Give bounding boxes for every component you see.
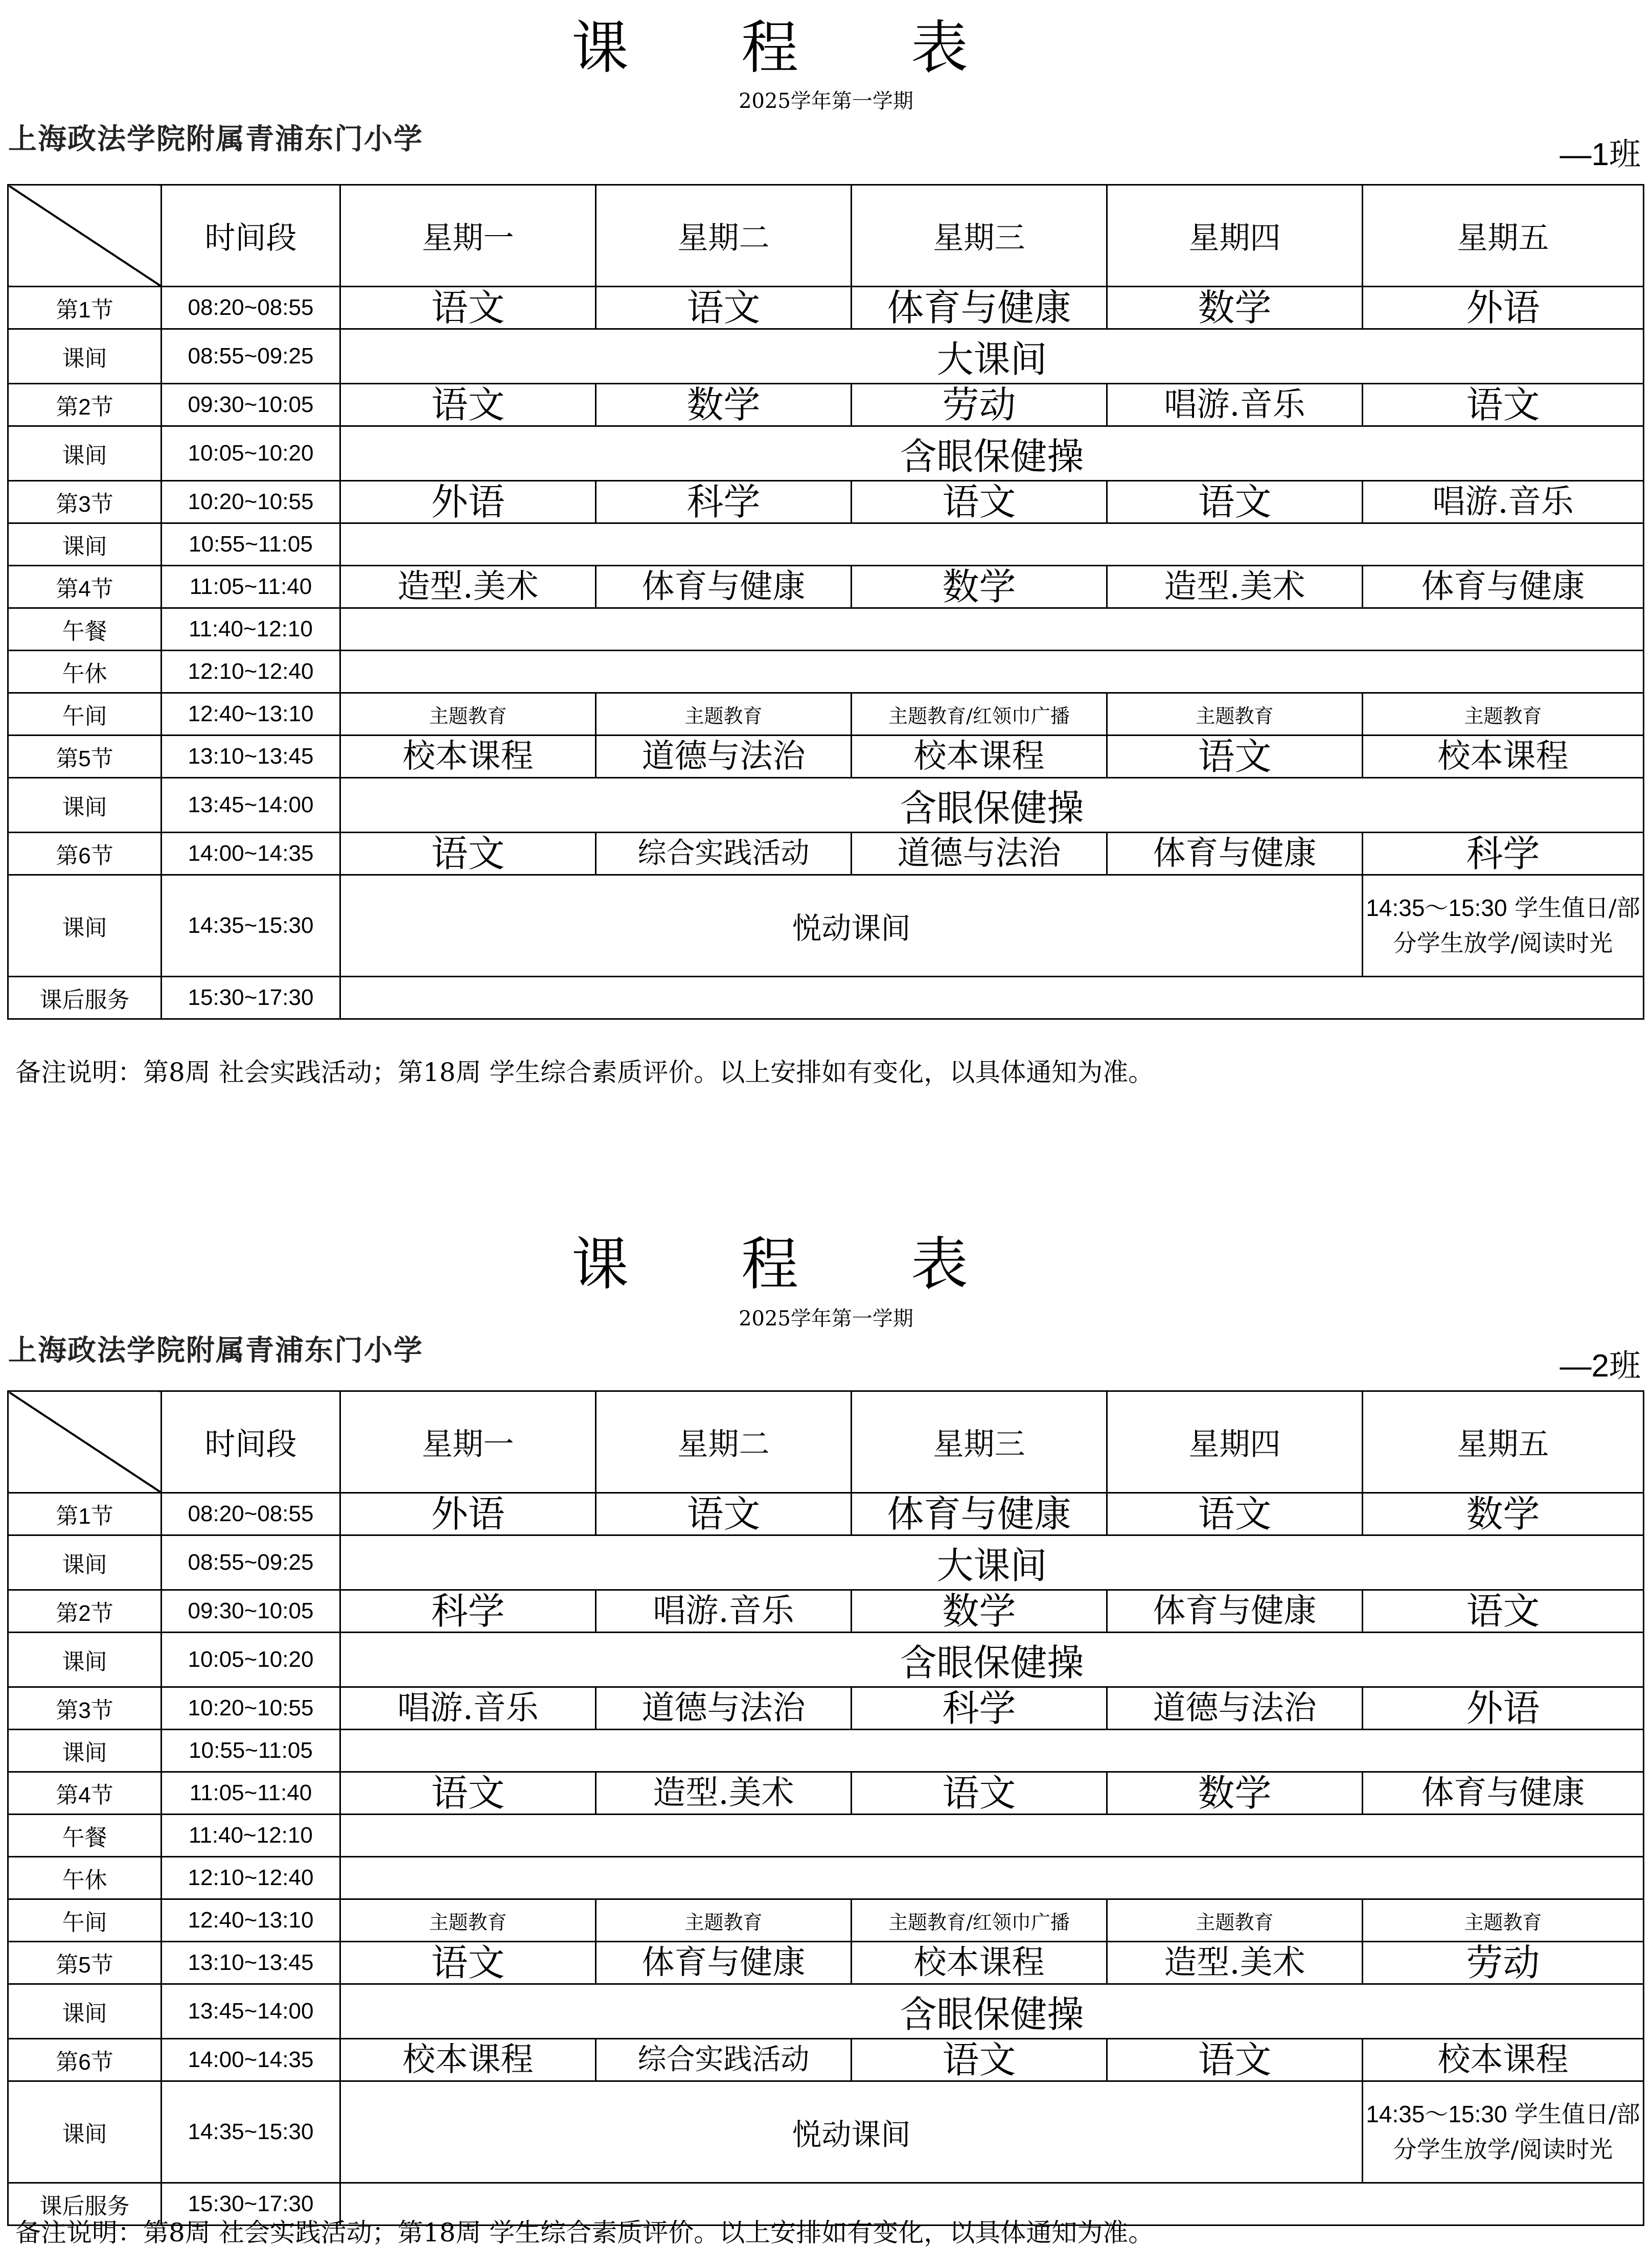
row-label: 第1节 bbox=[8, 1493, 162, 1535]
row-time: 11:40~12:10 bbox=[162, 608, 340, 651]
subject-cell: 语文 bbox=[852, 1772, 1107, 1815]
subject-cell: 外语 bbox=[1363, 287, 1644, 329]
empty-span-cell bbox=[340, 1815, 1644, 1857]
table-row-period-1 bbox=[8, 1493, 1644, 1535]
friday-note-text: 学生值日/部分学生放学/阅读时光 bbox=[1393, 894, 1640, 957]
table-row-break-1 bbox=[8, 329, 1644, 384]
row-time: 10:20~10:55 bbox=[162, 1687, 340, 1730]
friday-note-text: 学生值日/部分学生放学/阅读时光 bbox=[1393, 2100, 1640, 2163]
subject-cell: 道德与法治 bbox=[596, 736, 852, 778]
table-row-period-2 bbox=[8, 384, 1644, 426]
table-row-lunch bbox=[8, 1815, 1644, 1857]
theme-cell: 主题教育/红领巾广播 bbox=[852, 1899, 1107, 1942]
subject-cell: 造型.美术 bbox=[1107, 566, 1363, 608]
subject-cell: 劳动 bbox=[1363, 1942, 1644, 1984]
header-wednesday: 星期三 bbox=[852, 1391, 1107, 1493]
header-friday: 星期五 bbox=[1363, 1391, 1644, 1493]
header-tuesday: 星期二 bbox=[596, 185, 852, 287]
subject-cell: 外语 bbox=[340, 1493, 596, 1535]
school-name: 上海政法学院附属青浦东门小学 bbox=[8, 1334, 423, 1367]
table-row-break-2 bbox=[8, 1633, 1644, 1687]
subject-cell: 体育与健康 bbox=[1363, 1772, 1644, 1815]
subject-cell: 数学 bbox=[852, 566, 1107, 608]
row-time: 12:10~12:40 bbox=[162, 651, 340, 693]
subject-cell: 唱游.音乐 bbox=[1107, 384, 1363, 426]
subject-cell: 数学 bbox=[1363, 1493, 1644, 1535]
row-time: 09:30~10:05 bbox=[162, 1590, 340, 1633]
row-label: 第4节 bbox=[8, 566, 162, 608]
table-row-break-6 bbox=[8, 875, 1644, 977]
page-title: 课程表 bbox=[571, 1231, 1081, 1298]
header-thursday: 星期四 bbox=[1107, 185, 1363, 287]
subject-cell: 语文 bbox=[1363, 1590, 1644, 1633]
term-label: 2025学年第一学期 bbox=[739, 89, 913, 113]
table-row-period-6 bbox=[8, 2039, 1644, 2081]
theme-cell: 主题教育 bbox=[340, 1899, 596, 1942]
empty-span-cell bbox=[340, 651, 1644, 693]
schedule-sheet-class-1 bbox=[0, 0, 1652, 1124]
row-time: 11:05~11:40 bbox=[162, 566, 340, 608]
row-label: 课间 bbox=[8, 875, 162, 977]
header-time: 时间段 bbox=[162, 185, 340, 287]
header-time: 时间段 bbox=[162, 1391, 340, 1493]
header-monday: 星期一 bbox=[340, 1391, 596, 1493]
break-activity: 大课间 bbox=[340, 1535, 1644, 1590]
theme-cell: 主题教育 bbox=[340, 693, 596, 736]
class-name: —2班 bbox=[1559, 1348, 1641, 1384]
subject-cell: 唱游.音乐 bbox=[340, 1687, 596, 1730]
row-label: 午间 bbox=[8, 1899, 162, 1942]
subject-cell: 校本课程 bbox=[340, 736, 596, 778]
subject-cell: 校本课程 bbox=[852, 1942, 1107, 1984]
table-row-noon bbox=[8, 1899, 1644, 1942]
subject-cell: 外语 bbox=[340, 481, 596, 523]
row-time: 08:55~09:25 bbox=[162, 1535, 340, 1590]
subject-cell: 语文 bbox=[1107, 481, 1363, 523]
table-row-after-school bbox=[8, 977, 1644, 1019]
row-label: 第3节 bbox=[8, 1687, 162, 1730]
row-label: 第5节 bbox=[8, 736, 162, 778]
subject-cell: 数学 bbox=[1107, 1772, 1363, 1815]
theme-cell: 主题教育 bbox=[1107, 1899, 1363, 1942]
row-label: 第4节 bbox=[8, 1772, 162, 1815]
row-label: 第2节 bbox=[8, 384, 162, 426]
school-name: 上海政法学院附属青浦东门小学 bbox=[8, 123, 423, 156]
row-time: 14:35~15:30 bbox=[162, 875, 340, 977]
table-row-break-3 bbox=[8, 1730, 1644, 1772]
friday-note-time: 14:35～15:30 bbox=[1366, 2101, 1507, 2127]
row-label: 午餐 bbox=[8, 1815, 162, 1857]
row-time: 13:45~14:00 bbox=[162, 778, 340, 833]
row-label: 课间 bbox=[8, 1633, 162, 1687]
subject-cell: 校本课程 bbox=[340, 2039, 596, 2081]
table-row-nap bbox=[8, 1857, 1644, 1899]
row-time: 08:20~08:55 bbox=[162, 1493, 340, 1535]
subject-cell: 校本课程 bbox=[1363, 736, 1644, 778]
row-label: 课间 bbox=[8, 426, 162, 481]
table-row-period-3 bbox=[8, 1687, 1644, 1730]
class-name: —1班 bbox=[1559, 137, 1641, 172]
table-row-period-4 bbox=[8, 566, 1644, 608]
table-row-break-1 bbox=[8, 1535, 1644, 1590]
subject-cell: 数学 bbox=[852, 1590, 1107, 1633]
row-label: 课后服务 bbox=[8, 2183, 162, 2225]
row-time: 14:00~14:35 bbox=[162, 833, 340, 875]
row-time: 14:35~15:30 bbox=[162, 2081, 340, 2183]
timetable bbox=[7, 1390, 1644, 2226]
break-activity bbox=[340, 523, 1644, 566]
friday-note bbox=[1363, 2081, 1644, 2183]
subject-cell: 劳动 bbox=[852, 384, 1107, 426]
table-row-break-6 bbox=[8, 2081, 1644, 2183]
theme-cell: 主题教育 bbox=[596, 693, 852, 736]
header-row bbox=[8, 1391, 1644, 1493]
break-activity: 大课间 bbox=[340, 329, 1644, 384]
row-label: 第3节 bbox=[8, 481, 162, 523]
row-label: 课间 bbox=[8, 2081, 162, 2183]
theme-cell: 主题教育 bbox=[1363, 1899, 1644, 1942]
table-row-break-2 bbox=[8, 426, 1644, 481]
table-row-break-5 bbox=[8, 778, 1644, 833]
empty-span-cell bbox=[340, 608, 1644, 651]
empty-span-cell bbox=[340, 1857, 1644, 1899]
subject-cell: 语文 bbox=[340, 1942, 596, 1984]
header-wednesday: 星期三 bbox=[852, 185, 1107, 287]
subject-cell: 语文 bbox=[1107, 736, 1363, 778]
subject-cell: 科学 bbox=[596, 481, 852, 523]
header-thursday: 星期四 bbox=[1107, 1391, 1363, 1493]
subject-cell: 语文 bbox=[340, 384, 596, 426]
subject-cell: 造型.美术 bbox=[1107, 1942, 1363, 1984]
remark-note: 备注说明：第8周 社会实践活动；第18周 学生综合素质评价。以上安排如有变化，以具体通知为准。 bbox=[15, 2218, 1154, 2247]
subject-cell: 外语 bbox=[1363, 1687, 1644, 1730]
break-activity: 悦动课间 bbox=[340, 875, 1363, 977]
subject-cell: 道德与法治 bbox=[852, 833, 1107, 875]
row-label: 课间 bbox=[8, 1535, 162, 1590]
row-label: 课间 bbox=[8, 523, 162, 566]
row-label: 课间 bbox=[8, 778, 162, 833]
table-row-lunch bbox=[8, 608, 1644, 651]
subject-cell: 造型.美术 bbox=[340, 566, 596, 608]
row-time: 13:10~13:45 bbox=[162, 1942, 340, 1984]
break-activity: 含眼保健操 bbox=[340, 1633, 1644, 1687]
table-row-period-4 bbox=[8, 1772, 1644, 1815]
break-activity: 含眼保健操 bbox=[340, 778, 1644, 833]
table-row-period-5 bbox=[8, 1942, 1644, 1984]
header-monday: 星期一 bbox=[340, 185, 596, 287]
row-time: 12:40~13:10 bbox=[162, 1899, 340, 1942]
row-label: 午休 bbox=[8, 1857, 162, 1899]
theme-cell: 主题教育/红领巾广播 bbox=[852, 693, 1107, 736]
row-time: 15:30~17:30 bbox=[162, 2183, 340, 2225]
subject-cell: 科学 bbox=[852, 1687, 1107, 1730]
subject-cell: 语文 bbox=[852, 481, 1107, 523]
header-friday: 星期五 bbox=[1363, 185, 1644, 287]
row-time: 14:00~14:35 bbox=[162, 2039, 340, 2081]
theme-cell: 主题教育 bbox=[596, 1899, 852, 1942]
row-time: 11:40~12:10 bbox=[162, 1815, 340, 1857]
diagonal-corner-cell bbox=[8, 185, 162, 287]
subject-cell: 体育与健康 bbox=[1107, 1590, 1363, 1633]
row-time: 11:05~11:40 bbox=[162, 1772, 340, 1815]
empty-span-cell bbox=[340, 977, 1644, 1019]
row-time: 13:45~14:00 bbox=[162, 1984, 340, 2039]
subject-cell: 综合实践活动 bbox=[596, 2039, 852, 2081]
subject-cell: 数学 bbox=[1107, 287, 1363, 329]
subject-cell: 语文 bbox=[340, 1772, 596, 1815]
row-label: 午休 bbox=[8, 651, 162, 693]
table-row-break-5 bbox=[8, 1984, 1644, 2039]
break-activity bbox=[340, 1730, 1644, 1772]
row-time: 08:55~09:25 bbox=[162, 329, 340, 384]
subject-cell: 体育与健康 bbox=[852, 287, 1107, 329]
subject-cell: 校本课程 bbox=[1363, 2039, 1644, 2081]
subject-cell: 语文 bbox=[596, 287, 852, 329]
page-title: 课程表 bbox=[571, 15, 1081, 81]
row-label: 第6节 bbox=[8, 2039, 162, 2081]
row-label: 课后服务 bbox=[8, 977, 162, 1019]
subject-cell: 体育与健康 bbox=[596, 1942, 852, 1984]
subject-cell: 数学 bbox=[596, 384, 852, 426]
row-label: 第5节 bbox=[8, 1942, 162, 1984]
schedule-sheet-class-2 bbox=[0, 1206, 1652, 2249]
theme-cell: 主题教育 bbox=[1107, 693, 1363, 736]
table-row-period-1 bbox=[8, 287, 1644, 329]
row-label: 课间 bbox=[8, 1984, 162, 2039]
subject-cell: 语文 bbox=[1363, 384, 1644, 426]
subject-cell: 科学 bbox=[340, 1590, 596, 1633]
table-row-noon bbox=[8, 693, 1644, 736]
row-time: 15:30~17:30 bbox=[162, 977, 340, 1019]
row-time: 12:40~13:10 bbox=[162, 693, 340, 736]
row-label: 课间 bbox=[8, 329, 162, 384]
row-time: 10:20~10:55 bbox=[162, 481, 340, 523]
row-label: 午餐 bbox=[8, 608, 162, 651]
row-time: 08:20~08:55 bbox=[162, 287, 340, 329]
theme-cell: 主题教育 bbox=[1363, 693, 1644, 736]
subject-cell: 校本课程 bbox=[852, 736, 1107, 778]
term-label: 2025学年第一学期 bbox=[739, 1307, 913, 1330]
row-label: 第1节 bbox=[8, 287, 162, 329]
break-activity: 含眼保健操 bbox=[340, 1984, 1644, 2039]
subject-cell: 语文 bbox=[1107, 2039, 1363, 2081]
subject-cell: 语文 bbox=[340, 833, 596, 875]
subject-cell: 语文 bbox=[596, 1493, 852, 1535]
subject-cell: 科学 bbox=[1363, 833, 1644, 875]
table-row-nap bbox=[8, 651, 1644, 693]
subject-cell: 体育与健康 bbox=[596, 566, 852, 608]
table-row-period-2 bbox=[8, 1590, 1644, 1633]
friday-note-time: 14:35～15:30 bbox=[1366, 894, 1507, 921]
subject-cell: 道德与法治 bbox=[596, 1687, 852, 1730]
row-label: 午间 bbox=[8, 693, 162, 736]
subject-cell: 唱游.音乐 bbox=[1363, 481, 1644, 523]
row-label: 课间 bbox=[8, 1730, 162, 1772]
remark-note: 备注说明：第8周 社会实践活动；第18周 学生综合素质评价。以上安排如有变化，以具体通知为准。 bbox=[15, 1058, 1154, 1087]
subject-cell: 体育与健康 bbox=[1363, 566, 1644, 608]
subject-cell: 语文 bbox=[1107, 1493, 1363, 1535]
friday-note bbox=[1363, 875, 1644, 977]
row-time: 12:10~12:40 bbox=[162, 1857, 340, 1899]
table-row-period-3 bbox=[8, 481, 1644, 523]
subject-cell: 体育与健康 bbox=[1107, 833, 1363, 875]
header-tuesday: 星期二 bbox=[596, 1391, 852, 1493]
row-label: 第6节 bbox=[8, 833, 162, 875]
break-activity: 悦动课间 bbox=[340, 2081, 1363, 2183]
subject-cell: 体育与健康 bbox=[852, 1493, 1107, 1535]
row-time: 10:05~10:20 bbox=[162, 1633, 340, 1687]
table-row-period-6 bbox=[8, 833, 1644, 875]
table-row-break-3 bbox=[8, 523, 1644, 566]
subject-cell: 语文 bbox=[340, 287, 596, 329]
subject-cell: 造型.美术 bbox=[596, 1772, 852, 1815]
table-row-period-5 bbox=[8, 736, 1644, 778]
break-activity: 含眼保健操 bbox=[340, 426, 1644, 481]
subject-cell: 综合实践活动 bbox=[596, 833, 852, 875]
subject-cell: 唱游.音乐 bbox=[596, 1590, 852, 1633]
row-time: 10:05~10:20 bbox=[162, 426, 340, 481]
timetable bbox=[7, 184, 1644, 1020]
row-time: 13:10~13:45 bbox=[162, 736, 340, 778]
row-label: 第2节 bbox=[8, 1590, 162, 1633]
row-time: 10:55~11:05 bbox=[162, 1730, 340, 1772]
subject-cell: 语文 bbox=[852, 2039, 1107, 2081]
subject-cell: 道德与法治 bbox=[1107, 1687, 1363, 1730]
row-time: 10:55~11:05 bbox=[162, 523, 340, 566]
row-time: 09:30~10:05 bbox=[162, 384, 340, 426]
header-row bbox=[8, 185, 1644, 287]
diagonal-corner-cell bbox=[8, 1391, 162, 1493]
